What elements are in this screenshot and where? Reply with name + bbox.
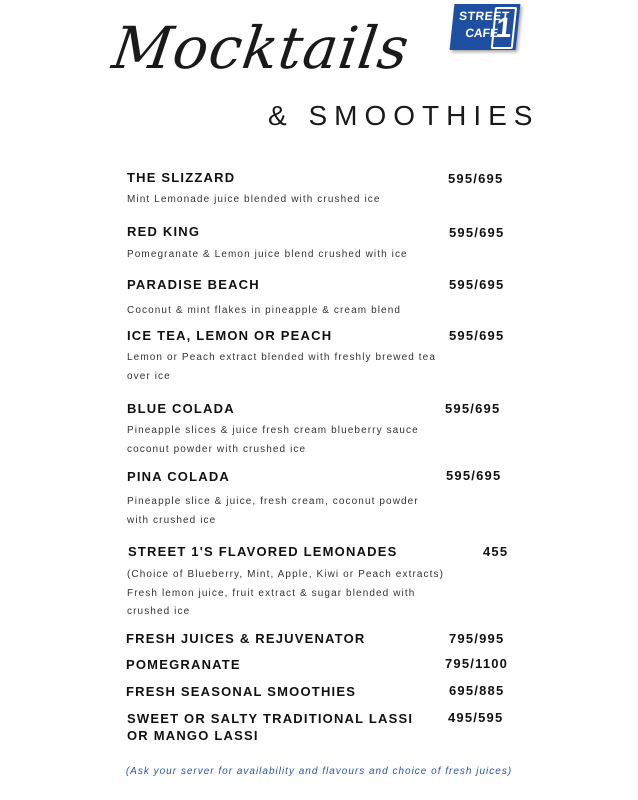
item-price: 495/595 — [448, 710, 504, 725]
item-price: 795/1100 — [445, 656, 509, 671]
item-description: crushed ice — [127, 606, 191, 617]
item-name-line-2: OR MANGO LASSI — [127, 728, 259, 743]
item-price: 595/695 — [449, 328, 505, 343]
item-description: Coconut & mint flakes in pineapple & cream blend — [127, 305, 402, 316]
logo-line-1: STREET — [458, 9, 511, 23]
item-name: POMEGRANATE — [126, 657, 241, 672]
logo-line-2: CAFE — [464, 26, 499, 40]
item-name: BLUE COLADA — [127, 401, 235, 416]
item-description: Pineapple slices & juice fresh cream blueberry sauce — [127, 425, 419, 436]
item-name: PARADISE BEACH — [127, 277, 260, 292]
item-name: FRESH SEASONAL SMOOTHIES — [126, 684, 357, 699]
item-description: Fresh lemon juice, fruit extract & sugar blended with — [127, 588, 416, 599]
logo-number: 1 — [491, 7, 517, 49]
item-name: THE SLIZZARD — [127, 170, 236, 185]
item-description: over ice — [127, 371, 171, 382]
item-description: Pineapple slice & juice, fresh cream, coconut powder — [127, 496, 419, 507]
item-price: 455 — [483, 544, 509, 559]
item-price: 595/695 — [449, 225, 505, 240]
item-description: (Choice of Blueberry, Mint, Apple, Kiwi or Peach extracts) — [127, 569, 445, 580]
item-price: 695/885 — [449, 683, 505, 698]
menu-script-title: Mocktails — [108, 14, 414, 82]
item-price: 795/995 — [449, 631, 505, 646]
item-name: ICE TEA, LEMON OR PEACH — [127, 328, 333, 343]
item-description: coconut powder with crushed ice — [127, 444, 307, 455]
item-description: Pomegranate & Lemon juice blend crushed with ice — [127, 249, 408, 260]
item-price: 595/695 — [448, 171, 504, 186]
item-description: Lemon or Peach extract blended with freshly brewed tea — [127, 352, 436, 363]
item-description: Mint Lemonade juice blended with crushed ice — [127, 194, 381, 205]
menu-subtitle: & SMOOTHIES — [268, 100, 540, 131]
item-name: STREET 1'S FLAVORED LEMONADES — [128, 544, 398, 559]
item-name: FRESH JUICES & REJUVENATOR — [126, 631, 366, 646]
item-price: 595/695 — [449, 277, 505, 292]
item-name: SWEET OR SALTY TRADITIONAL LASSI — [127, 711, 414, 726]
item-description: with crushed ice — [127, 515, 217, 526]
item-price: 595/695 — [445, 401, 501, 416]
footer-note: (Ask your server for availability and flavours and choice of fresh juices) — [125, 766, 513, 777]
street-cafe-logo — [450, 4, 521, 50]
item-name: PINA COLADA — [127, 469, 230, 484]
item-name: RED KING — [127, 224, 201, 239]
item-price: 595/695 — [446, 468, 502, 483]
